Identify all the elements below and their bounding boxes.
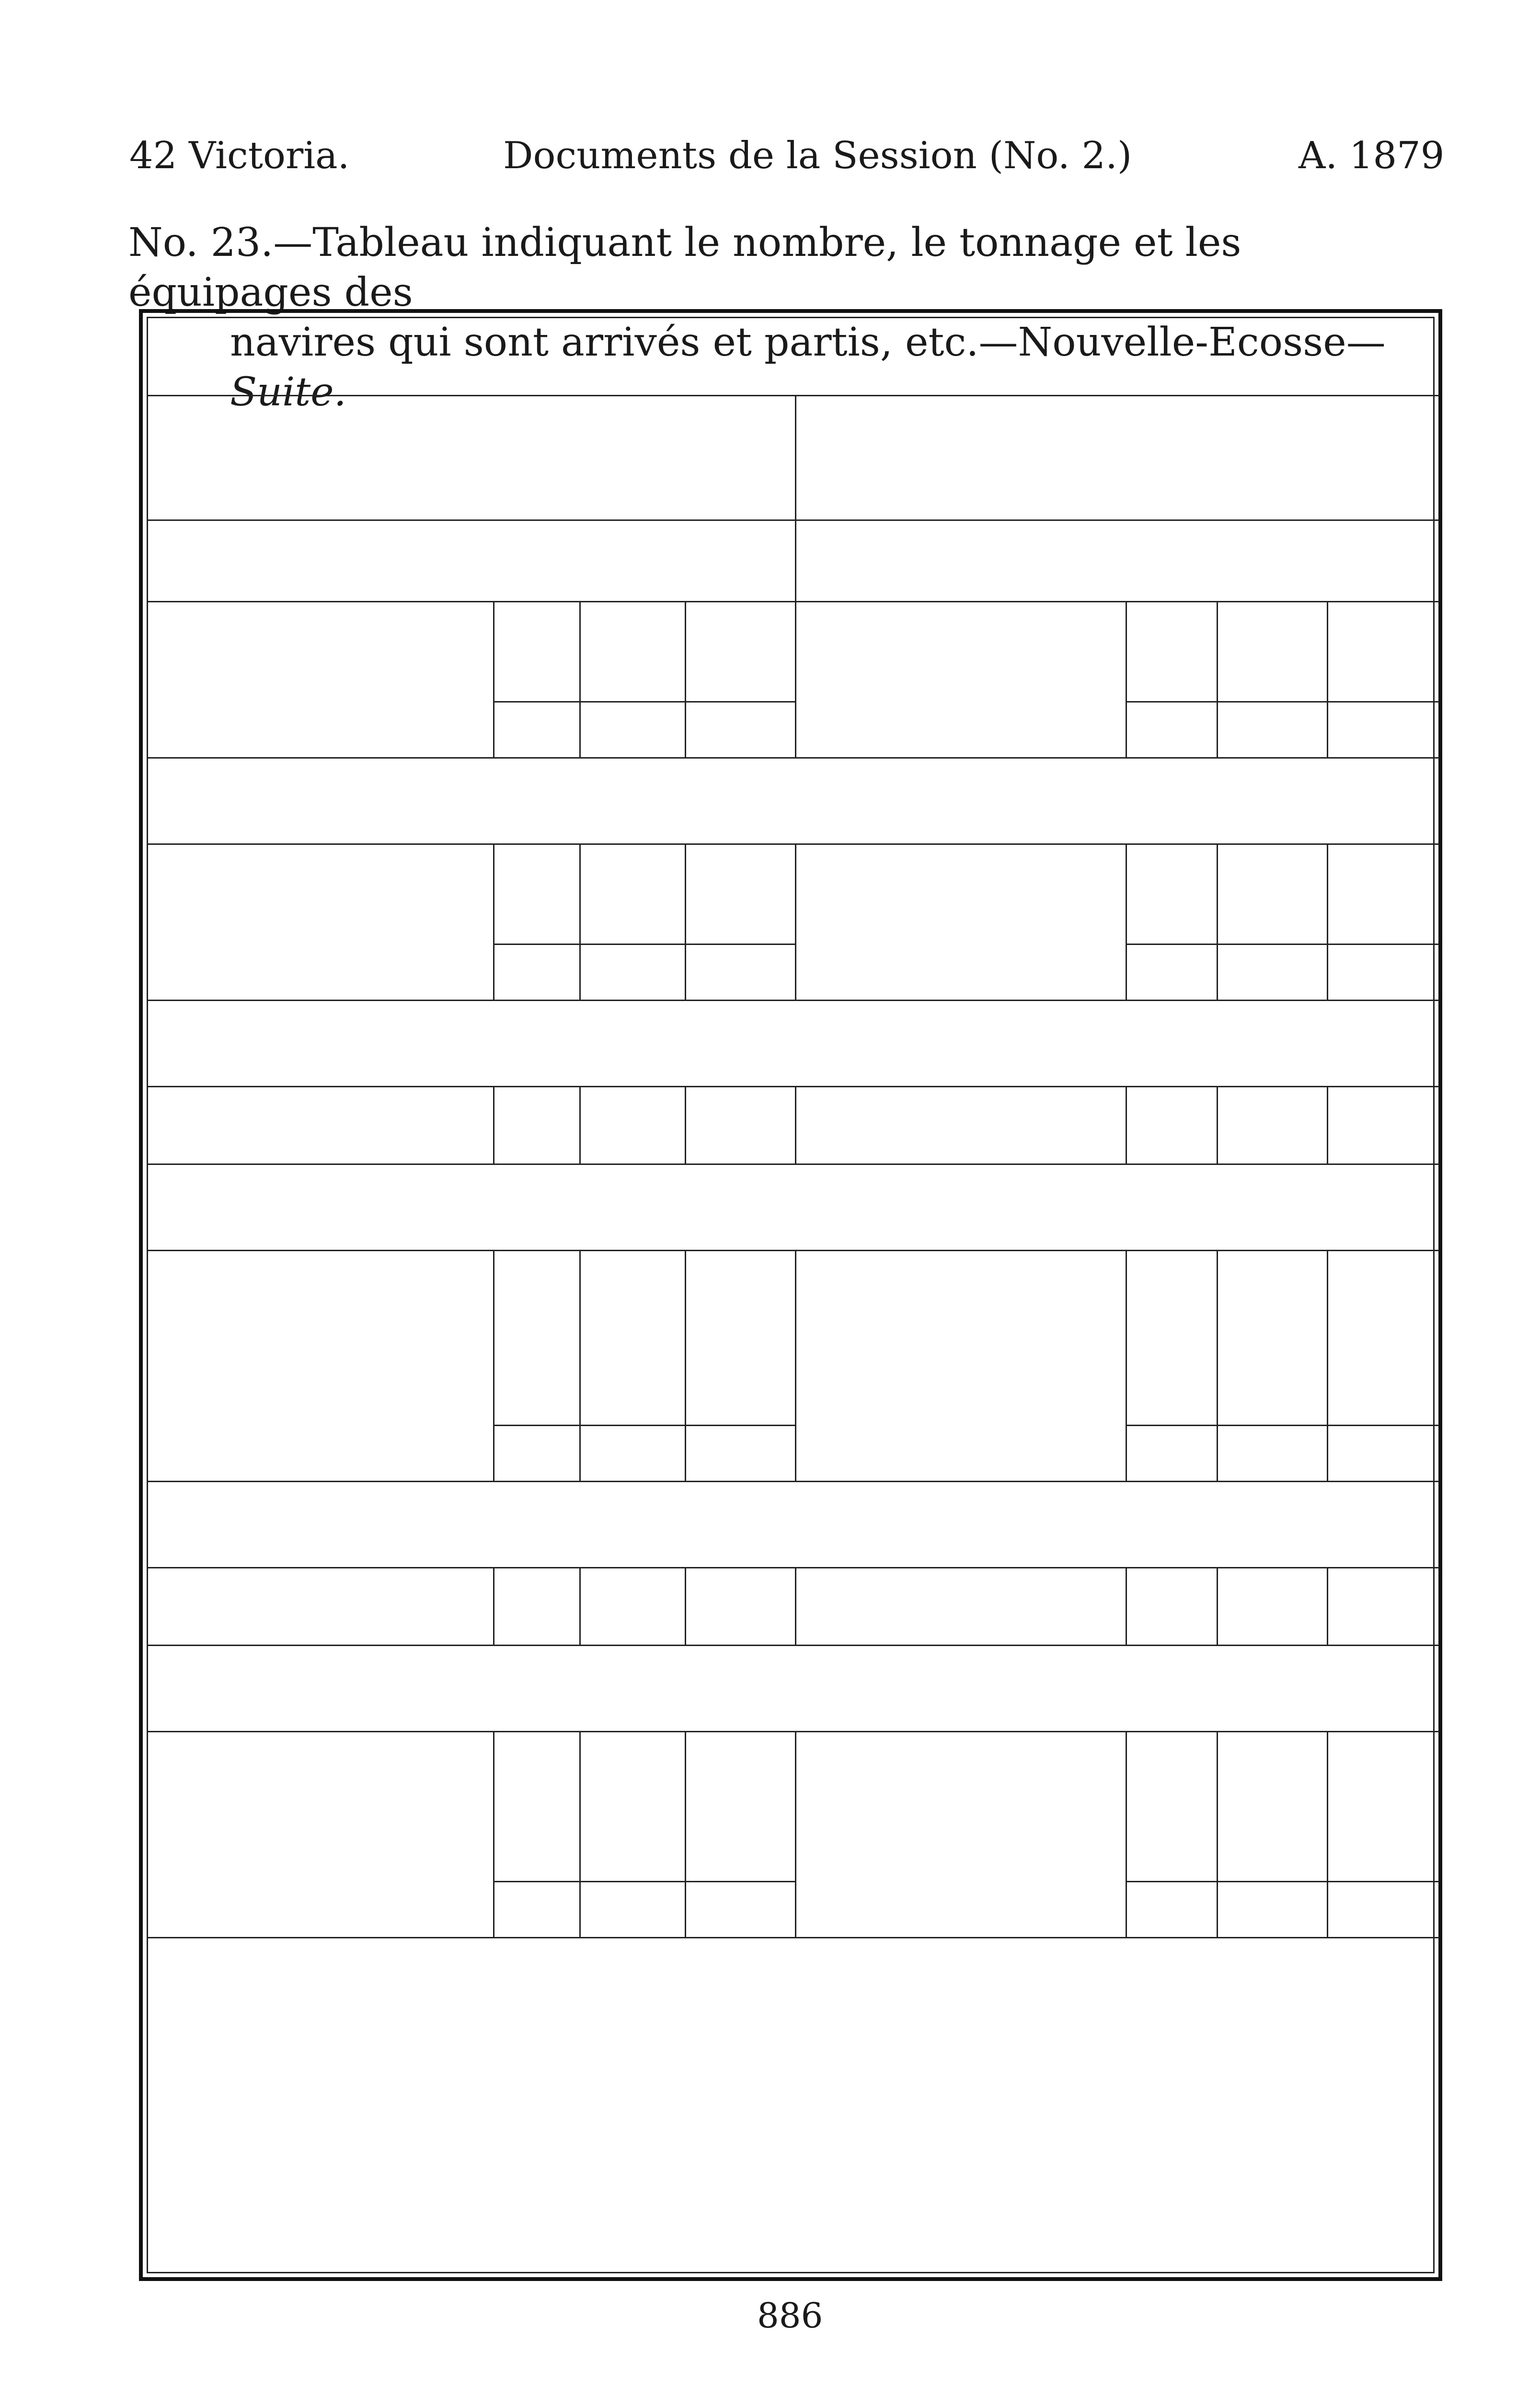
column-rule [685,1086,686,1163]
subtotal-rule [493,701,795,703]
column-rule [1126,1250,1127,1481]
header-right: A. 1879 [1299,134,1445,177]
column-rule [579,843,581,1000]
column-rule [795,1250,796,1481]
column-rule [579,1250,581,1481]
column-rule [1217,1567,1218,1645]
column-rule [1327,1567,1328,1645]
column-rule [1126,601,1127,757]
table-frame [139,309,1442,2281]
column-rule [685,843,686,1000]
column-rule [1327,843,1328,1000]
column-rule [1327,1086,1328,1163]
port-title-rule [148,1086,1439,1087]
port-bottom-rule [148,1000,1439,1001]
column-rule [1327,1250,1328,1481]
subtotal-rule [1126,944,1439,945]
column-rule [1126,1567,1127,1645]
column-rule [579,601,581,757]
column-rule [493,1250,494,1481]
header-left: 42 Victoria. [129,134,350,177]
port-title-rule [148,843,1439,845]
column-rule [795,843,796,1000]
column-rule [579,1567,581,1645]
column-rule [1126,1731,1127,1937]
port-bottom-rule [148,1163,1439,1165]
group-heading-rule [148,519,1439,521]
port-bottom-rule [148,1645,1439,1646]
title-suite: Suite. [230,369,346,415]
column-rule [685,1731,686,1937]
column-rule [685,601,686,757]
port-bottom-rule [148,1481,1439,1482]
subtotal-rule [1126,1425,1439,1426]
column-rule [493,1567,494,1645]
column-rule [685,1250,686,1481]
column-rule [579,1086,581,1163]
subtotal-rule [1126,701,1439,703]
column-rule [1217,1086,1218,1163]
column-rule [795,1731,796,1937]
subtotal-rule [493,1881,795,1882]
header-center: Documents de la Session (No. 2.) [503,134,1132,177]
port-bottom-rule [148,757,1439,759]
column-rule [493,601,494,757]
column-rule [795,1567,796,1645]
column-rule [493,1086,494,1163]
column-rule [579,1731,581,1937]
column-rule [1217,1731,1218,1937]
column-rule [795,601,796,757]
port-bottom-rule [148,1937,1439,1938]
port-title-rule [148,1250,1439,1251]
port-title-rule [148,1731,1439,1732]
column-rule [1217,1250,1218,1481]
column-rule [493,843,494,1000]
column-rule [795,1086,796,1163]
title-line-1: No. 23.—Tableau indiquant le nombre, le tonnage et les équipages des [128,220,1241,315]
subtotal-rule [493,944,795,945]
subtotal-rule [493,1425,795,1426]
column-rule [493,1731,494,1937]
subtotal-rule [1126,1881,1439,1882]
column-rule [1217,843,1218,1000]
column-rule [1327,1731,1328,1937]
column-rule [1126,843,1127,1000]
column-rule [685,1567,686,1645]
column-rule [1126,1086,1127,1163]
column-rule [1217,601,1218,757]
column-head-rule [148,601,1439,602]
table-grid [147,317,1435,2273]
title-line-2-text: navires qui sont arrivés et partis, etc.—Nouvelle-Ecosse— [230,320,1386,365]
port-title-rule [148,395,1439,396]
page-number: 886 [757,2295,823,2336]
column-rule [1327,601,1328,757]
port-title-rule [148,1567,1439,1568]
